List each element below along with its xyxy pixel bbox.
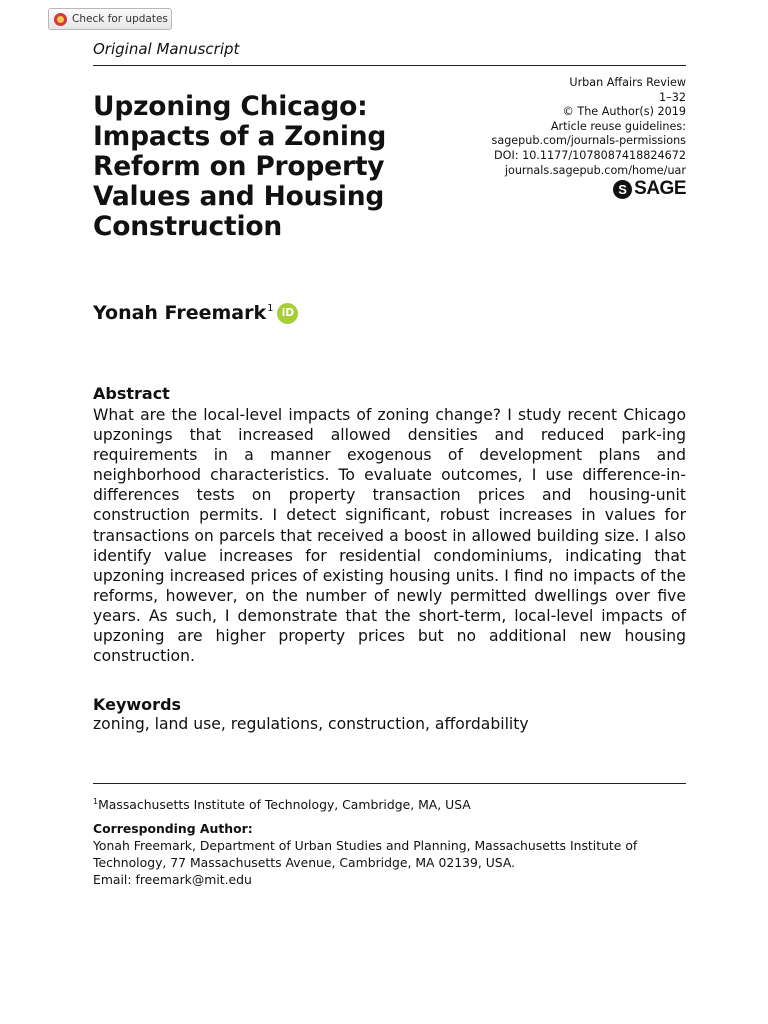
corresponding-author-details — [93, 837, 686, 888]
author-name: Yonah Freemark — [93, 302, 267, 324]
corresponding-line-2: Technology, 77 Massachusetts Avenue, Cambridge, MA 02139, USA. — [93, 855, 516, 870]
journal-home-link[interactable]: journals.sagepub.com/home/uar — [504, 163, 686, 177]
corresponding-line-1: Yonah Freemark, Department of Urban Studies and Planning, Massachusetts Institute of — [93, 838, 638, 853]
orcid-icon[interactable]: iD — [277, 303, 298, 324]
keywords-text: zoning, land use, regulations, construction, affordability — [93, 715, 529, 733]
corresponding-author-heading: Corresponding Author: — [93, 821, 253, 836]
article-type-label: Original Manuscript — [93, 40, 240, 58]
affiliation-text: Massachusetts Institute of Technology, Cambridge, MA, USA — [98, 797, 471, 813]
reuse-label: Article reuse guidelines: — [550, 119, 686, 133]
check-for-updates-label: Check for updates — [72, 13, 168, 25]
author-line — [93, 302, 298, 324]
affiliation-footnote — [93, 794, 471, 813]
abstract-text: What are the local-level impacts of zoning change? I study recent Chicago upzonings that increased allowed densities and reduced park-ing requirements in a manner exogenous of development plans and neighborhood characteristics. To evaluate outcomes, I use difference-in-differences tests on property transaction prices and housing-unit construction permits. I detect significant, robust increases in values for transactions on parcels that received a boost in allowed building size. I also identify value increases for residential condominiums, indicating that upzoning increased prices of existing housing units. I find no impacts of the reforms, however, on the number of newly permitted dwellings over five years. As such, I demonstrate that the short-term, local-level impacts of upzoning are higher property prices but no additional new housing construction. — [93, 406, 686, 666]
journal-info — [426, 76, 686, 178]
corresponding-email[interactable]: Email: freemark@mit.edu — [93, 872, 252, 887]
crossmark-icon — [54, 13, 67, 26]
page-range: 1–32 — [659, 90, 686, 104]
sage-logo — [613, 177, 686, 201]
footnote-rule — [93, 783, 686, 784]
reuse-link[interactable]: sagepub.com/journals-permissions — [491, 134, 686, 148]
doi[interactable]: DOI: 10.1177/1078087418824672 — [494, 148, 686, 162]
journal-name: Urban Affairs Review — [569, 76, 686, 89]
abstract-heading: Abstract — [93, 384, 170, 403]
header-rule — [93, 65, 686, 66]
copyright: © The Author(s) 2019 — [562, 105, 686, 119]
article-title: Upzoning Chicago: Impacts of a Zoning Reform on Property Values and Housing Construction — [93, 91, 387, 242]
author-affiliation-mark: 1 — [267, 302, 274, 314]
check-for-updates-button[interactable] — [48, 8, 172, 30]
affiliation-mark: 1 — [93, 797, 99, 806]
sage-logo-mark: S — [613, 180, 632, 199]
sage-logo-text: SAGE — [634, 178, 686, 199]
keywords-heading: Keywords — [93, 695, 182, 714]
